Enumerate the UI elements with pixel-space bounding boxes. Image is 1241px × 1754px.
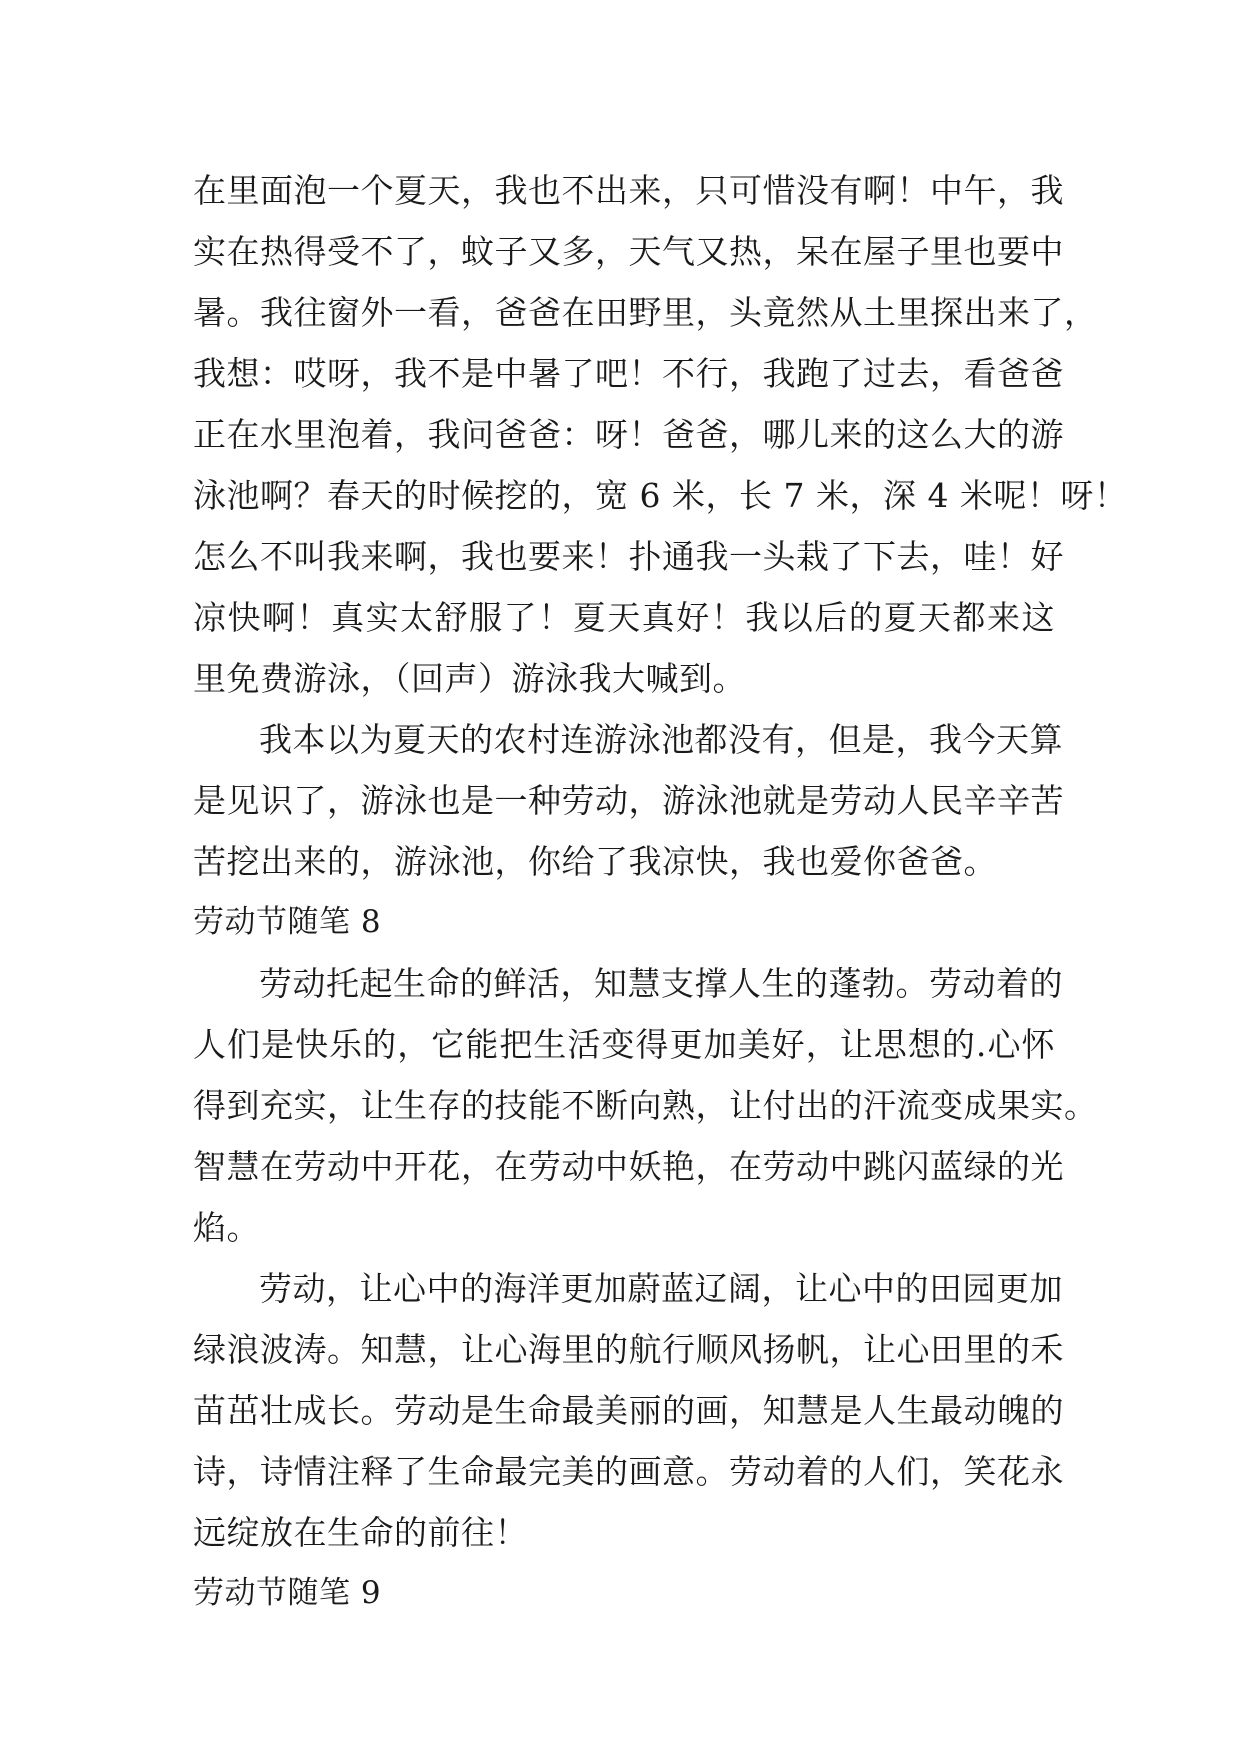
text-line: 智慧在劳动中开花，在劳动中妖艳，在劳动中跳闪蓝绿的光 bbox=[193, 1147, 1064, 1186]
paragraph bbox=[193, 709, 1064, 892]
document-page bbox=[193, 160, 1128, 1624]
text-line: 远绽放在生命的前往！ bbox=[193, 1513, 528, 1552]
text-line: 我想：哎呀，我不是中暑了吧！不行，我跑了过去，看爸爸 bbox=[193, 354, 1064, 393]
text-line: 怎么不叫我来啊，我也要来！扑通我一头栽了下去，哇！好 bbox=[193, 537, 1064, 576]
paragraph bbox=[193, 1258, 1064, 1563]
text-line: 暑。我往窗外一看，爸爸在田野里，头竟然从土里探出来了， bbox=[193, 293, 1098, 332]
text-line: 得到充实，让生存的技能不断向熟，让付出的汗流变成果实。 bbox=[193, 1086, 1098, 1125]
text-line: 里免费游泳，（回声）游泳我大喊到。 bbox=[193, 659, 746, 698]
section-heading: 劳动节随笔 8 bbox=[193, 904, 382, 940]
text-line: 是见识了，游泳也是一种劳动，游泳池就是劳动人民辛辛苦 bbox=[193, 781, 1064, 820]
text-line: 焰。 bbox=[193, 1208, 260, 1247]
text-line: 实在热得受不了，蚊子又多，天气又热，呆在屋子里也要中 bbox=[193, 232, 1064, 271]
text-line: 人们是快乐的，它能把生活变得更加美好，让思想的.心怀 bbox=[193, 1025, 1055, 1064]
section-heading: 劳动节随笔 9 bbox=[193, 1575, 382, 1611]
paragraph bbox=[193, 953, 1098, 1258]
text-line: 劳动，让心中的海洋更加蔚蓝辽阔，让心中的田园更加 bbox=[259, 1269, 1063, 1308]
text-line: 在里面泡一个夏天，我也不出来，只可惜没有啊！中午，我 bbox=[193, 171, 1064, 210]
text-line: 正在水里泡着，我问爸爸：呀！爸爸，哪儿来的这么大的游 bbox=[193, 415, 1064, 454]
text-line: 苗茁壮成长。劳动是生命最美丽的画，知慧是人生最动魄的 bbox=[193, 1391, 1064, 1430]
text-line: 绿浪波涛。知慧，让心海里的航行顺风扬帆，让心田里的禾 bbox=[193, 1330, 1064, 1369]
paragraph bbox=[193, 160, 1128, 709]
text-line: 泳池啊？春天的时候挖的，宽 6 米，长 7 米，深 4 米呢！呀！ bbox=[193, 476, 1128, 515]
text-line: 劳动托起生命的鲜活，知慧支撑人生的蓬勃。劳动着的 bbox=[259, 964, 1063, 1003]
text-line: 苦挖出来的，游泳池，你给了我凉快，我也爱你爸爸。 bbox=[193, 842, 997, 881]
text-line: 我本以为夏天的农村连游泳池都没有，但是，我今天算 bbox=[259, 720, 1063, 759]
text-line: 凉快啊！真实太舒服了！夏天真好！我以后的夏天都来这 bbox=[193, 598, 1055, 637]
text-line: 诗，诗情注释了生命最完美的画意。劳动着的人们，笑花永 bbox=[193, 1452, 1064, 1491]
